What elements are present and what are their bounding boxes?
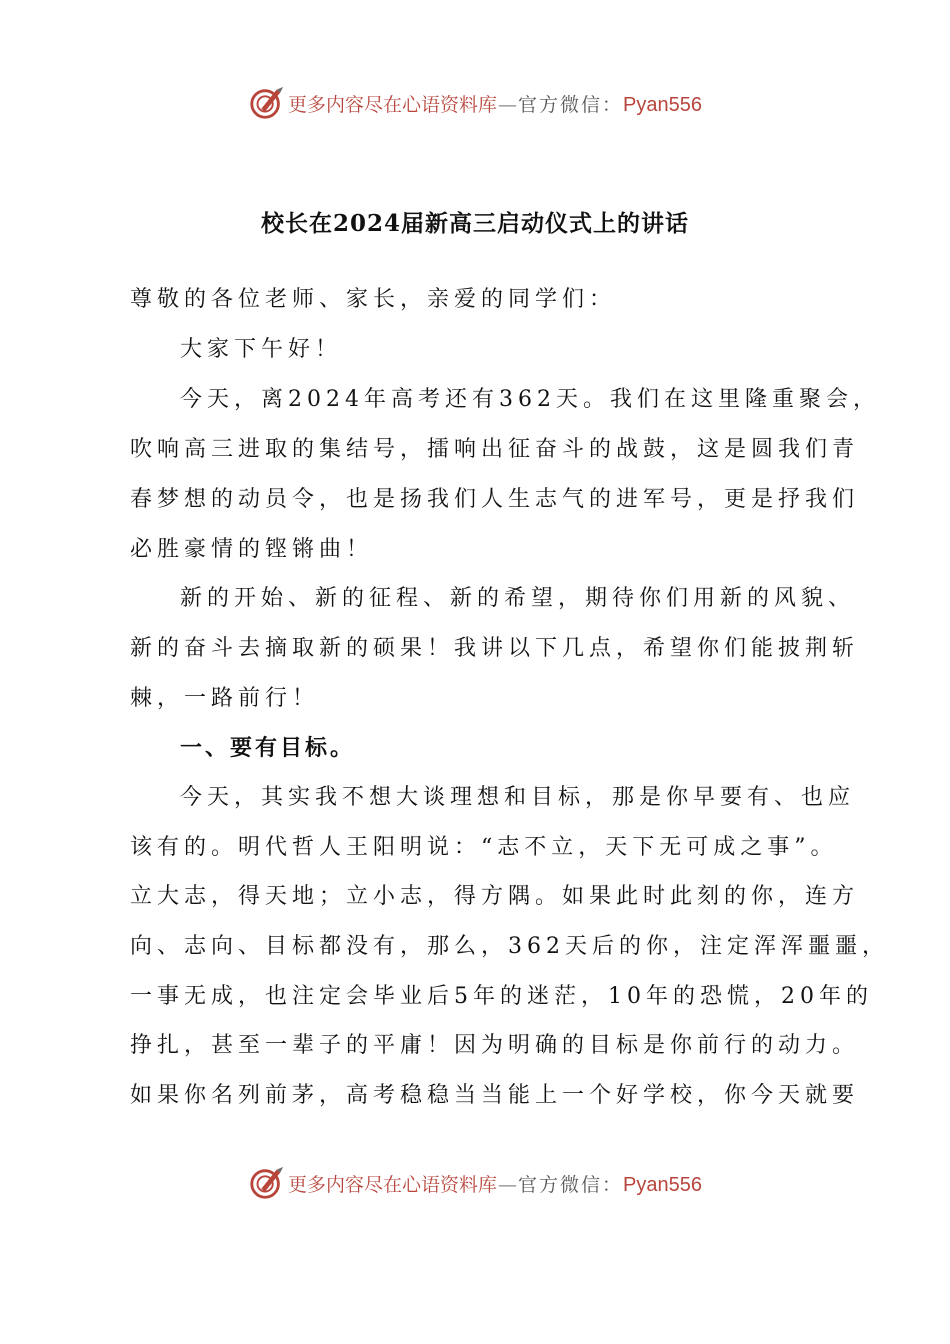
- paragraph-line: 春梦想的动员令，也是扬我们人生志气的进军号，更是抒我们: [130, 487, 860, 512]
- watermark-brand: 更多内容尽在心语资料库: [288, 1173, 498, 1196]
- document-title: 校长在2024届新高三启动仪式上的讲话: [260, 210, 689, 237]
- greeting-line: 大家下午好！: [180, 337, 343, 362]
- quill-logo-icon: [248, 1164, 286, 1202]
- watermark-label: 官方微信：: [518, 1173, 624, 1196]
- watermark-text: [288, 1170, 702, 1197]
- watermark-dash: —: [498, 93, 518, 116]
- paragraph-line: 立大志，得天地；立小志，得方隅。如果此时此刻的你，连方: [130, 884, 860, 909]
- paragraph-line: 如果你名列前茅，高考稳稳当当能上一个好学校，你今天就要: [130, 1083, 860, 1108]
- watermark-banner-top: [0, 81, 950, 125]
- salutation-line: 尊敬的各位老师、家长，亲爱的同学们：: [130, 287, 617, 312]
- paragraph-line: 必胜豪情的铿锵曲！: [130, 537, 374, 562]
- paragraph-line: 挣扎，甚至一辈子的平庸！因为明确的目标是你前行的动力。: [130, 1033, 860, 1058]
- paragraph-line: 棘，一路前行！: [130, 686, 320, 711]
- paragraph-line: 吹响高三进取的集结号，擂响出征奋斗的战鼓，这是圆我们青: [130, 437, 860, 462]
- watermark-banner-bottom: [0, 1161, 950, 1205]
- watermark-text: [288, 90, 702, 117]
- paragraph-line: 新的奋斗去摘取新的硕果！我讲以下几点，希望你们能披荆斩: [130, 636, 860, 661]
- quill-logo-icon: [248, 84, 286, 122]
- watermark-label: 官方微信：: [518, 93, 624, 116]
- paragraph-line: 今天，离2024年高考还有362天。我们在这里隆重聚会，: [180, 387, 880, 412]
- watermark-wechat-id: Pyan556: [623, 93, 702, 116]
- paragraph-line: 今天，其实我不想大谈理想和目标，那是你早要有、也应: [180, 785, 856, 810]
- paragraph-line: 新的开始、新的征程、新的希望，期待你们用新的风貌、: [180, 586, 856, 611]
- watermark-brand: 更多内容尽在心语资料库: [288, 93, 498, 116]
- watermark-dash: —: [498, 1173, 518, 1196]
- section-heading: 一、要有目标。: [180, 735, 356, 761]
- watermark-wechat-id: Pyan556: [623, 1173, 702, 1196]
- paragraph-line: 该有的。明代哲人王阳明说：“志不立，天下无可成之事”。: [130, 835, 838, 860]
- paragraph-line: 向、志向、目标都没有，那么，362天后的你，注定浑浑噩噩，: [130, 934, 889, 959]
- paragraph-line: 一事无成，也注定会毕业后5年的迷茫，10年的恐慌，20年的: [130, 984, 873, 1009]
